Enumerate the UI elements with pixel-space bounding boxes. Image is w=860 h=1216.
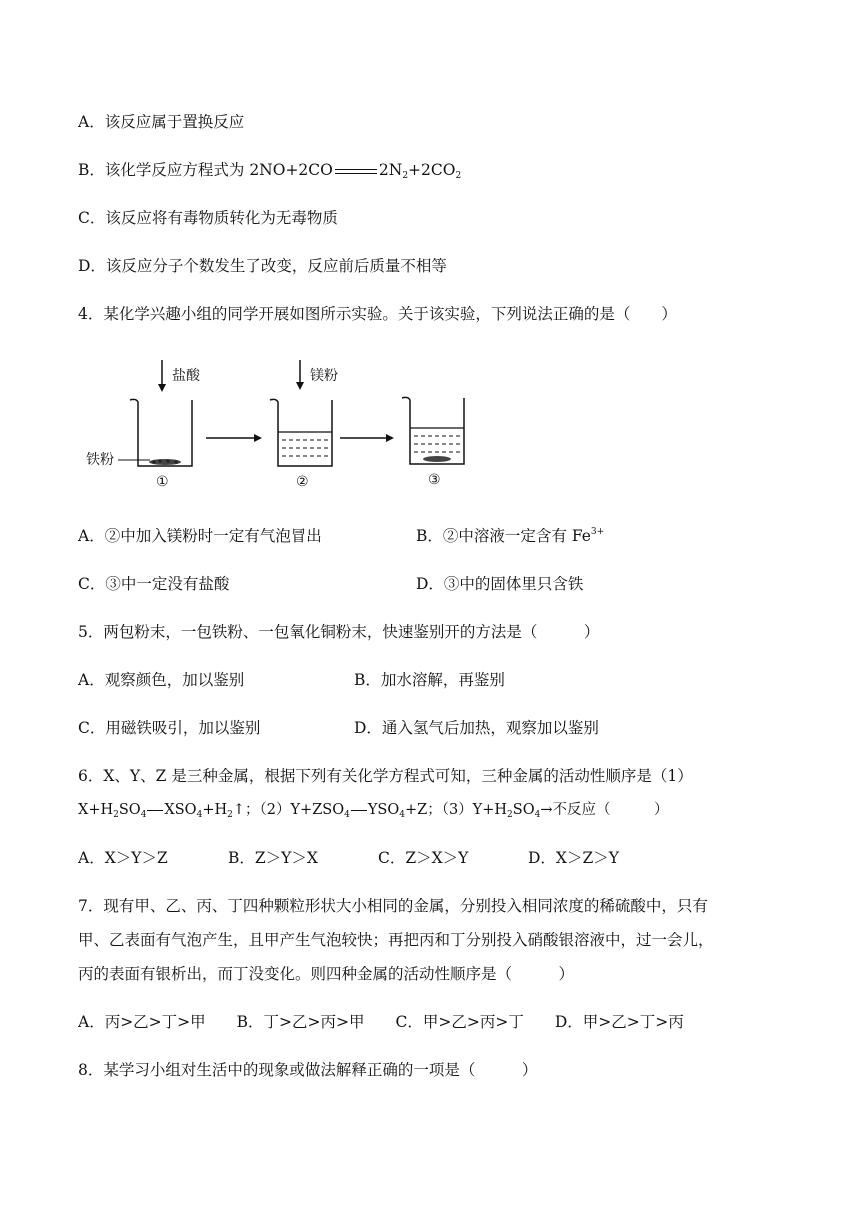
q6-option-a: A．X＞Y＞Z (78, 849, 168, 867)
q6-eq-s8: 4 (534, 810, 541, 820)
beaker-3 (402, 397, 464, 464)
q6-equations (78, 800, 669, 820)
q8-stem: 8．某学习小组对生活中的现象或做法解释正确的一项是（ ） (78, 1061, 538, 1079)
q4-b-charge: 3+ (590, 527, 605, 537)
label-hcl: 盐酸 (172, 368, 200, 384)
q6-eq-p8: SO (512, 802, 535, 818)
q6-eq-p9: →不反应（ ） (540, 802, 669, 818)
q3-option-d: D．该反应分子个数发生了改变，反应前后质量不相等 (78, 257, 447, 275)
q5-stem: 5．两包粉末，一包铁粉、一包氧化铜粉末，快速鉴别开的方法是（ ） (78, 623, 600, 641)
q7-options: A．丙>乙>丁>甲 B．丁>乙>丙>甲 C．甲>乙>丙>丁 D．甲>乙>丁>丙 (78, 1013, 684, 1031)
q6-eq-p1: X+H (78, 802, 114, 818)
q6-stem: 6．X、Y、Z 是三种金属，根据下列有关化学方程式可知，三种金属的活动性顺序是（1） (78, 767, 693, 785)
q6-eq-p4: +H (202, 802, 228, 818)
q5-option-a: A．观察颜色，加以鉴别 (78, 671, 245, 689)
equation-dash (147, 810, 163, 811)
q6-eq-s7: 2 (507, 810, 513, 820)
q3-b-plus: +2CO (408, 161, 456, 179)
q3-b-product1: 2N (378, 161, 403, 179)
q4-stem: 4．某化学兴趣小组的同学开展如图所示实验。关于该实验，下列说法正确的是（ ） (78, 305, 677, 323)
beaker-1 (130, 399, 192, 466)
q6-eq-p2: SO (118, 802, 141, 818)
process-arrow-1 (206, 434, 262, 442)
q6-option-d: D．X＞Z＞Y (528, 849, 619, 867)
q6-eq-s2: 4 (140, 810, 147, 820)
q6-eq-p3: XSO (164, 802, 197, 818)
q7-line-2: 甲、乙表面有气泡产生，且甲产生气泡较快；再把丙和丁分别投入硝酸银溶液中，过一会儿， (78, 931, 714, 949)
q6-option-b: B．Z＞Y＞X (228, 849, 318, 867)
q5-option-c: C．用磁铁吸引，加以鉴别 (78, 719, 261, 737)
q4-option-b (416, 526, 604, 546)
process-arrow-2 (340, 434, 394, 442)
beaker-3-label: ③ (428, 472, 441, 488)
q5-option-d: D．通入氢气后加热，观察加以鉴别 (354, 719, 599, 737)
q6-eq-s3: 4 (196, 810, 203, 820)
label-mg: 镁粉 (310, 368, 338, 384)
equation-bar (335, 169, 377, 174)
mg-arrow (296, 360, 304, 390)
q4-option-a: A．②中加入镁粉时一定有气泡冒出 (78, 527, 322, 545)
q3-option-a: A．该反应属于置换反应 (78, 113, 245, 131)
beaker-2 (270, 399, 332, 466)
q3-option-b (78, 160, 461, 180)
q7-line-1: 7．现有甲、乙、丙、丁四种颗粒形状大小相同的金属，分别投入相同浓度的稀硫酸中，只有 (78, 897, 708, 915)
q4-option-d: D．③中的固体里只含铁 (416, 575, 584, 593)
q3-option-c: C．该反应将有毒物质转化为无毒物质 (78, 209, 338, 227)
beaker-2-label: ② (296, 474, 309, 490)
q6-eq-s4: 2 (227, 810, 233, 820)
q5-option-b: B．加水溶解，再鉴别 (354, 671, 505, 689)
q3-option-b-prefix: B．该化学反应方程式为 2NO+2CO (78, 161, 333, 179)
beaker-1-label: ① (156, 474, 169, 490)
label-fe: 铁粉 (86, 452, 114, 468)
q6-eq-p7: +Z；（3）Y+H (404, 802, 508, 818)
q4-option-b-text: B．②中溶液一定含有 Fe (416, 527, 591, 545)
q6-eq-s6: 4 (399, 810, 405, 820)
q6-eq-s1: 2 (113, 810, 119, 820)
q4-option-c: C．③中一定没有盐酸 (78, 575, 230, 593)
q3-b-sub1: 2 (402, 171, 409, 181)
q6-eq-p5: ↑；（2）Y+ZSO (232, 802, 345, 818)
q7-line-3: 丙的表面有银析出，而丁没变化。则四种金属的活动性顺序是（ ） (78, 965, 575, 983)
experiment-figure (84, 356, 484, 496)
q6-option-c: C．Z＞X＞Y (378, 849, 469, 867)
equation-dash (351, 810, 367, 811)
hcl-arrow (158, 360, 166, 392)
q6-eq-p6: YSO (367, 802, 400, 818)
q3-b-sub2: 2 (455, 171, 462, 181)
q6-eq-s5: 4 (344, 810, 350, 820)
